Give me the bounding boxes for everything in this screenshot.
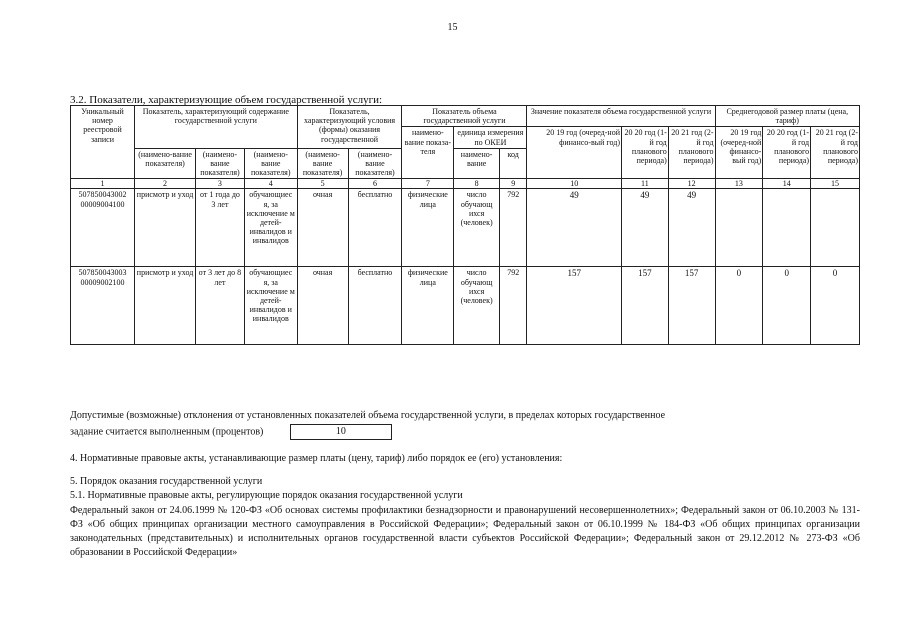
- column-number: 7: [402, 179, 454, 189]
- header-fee-year-2: 20 20 год (1-й год планового периода): [763, 127, 811, 179]
- value-year-3: 157: [668, 267, 715, 345]
- header-year-1: 20 19 год (очеред-ной финансо-вый год): [527, 127, 622, 179]
- header-conditions: Показатель, характеризующий условия (формы) оказания государственной: [297, 106, 402, 149]
- payment-terms: бесплатно: [348, 267, 402, 345]
- header-unit: единица измерения по ОКЕИ: [454, 127, 527, 148]
- age-group: от 1 года до 3 лет: [196, 189, 245, 267]
- header-sub-indicator: (наимено-вание показателя): [135, 148, 196, 179]
- unit-code: 792: [499, 267, 526, 345]
- header-sub-indicator: (наимено-вание показателя): [297, 148, 348, 179]
- table-row: [71, 267, 860, 345]
- section-5-1-heading: 5.1. Нормативные правовые акты, регулирующие порядок оказания государственной услуги: [70, 490, 463, 501]
- header-unit-code: код: [499, 148, 526, 179]
- header-unit-name: наимено-вание: [454, 148, 500, 179]
- header-year-2: 20 20 год (1-й год планового периода): [621, 127, 668, 179]
- section-4-heading: 4. Нормативные правовые акты, устанавливающие размер платы (цену, тариф) либо порядок ее (его) установления:: [70, 453, 563, 464]
- consumer-category: физические лица: [402, 189, 454, 267]
- column-number: 2: [135, 179, 196, 189]
- section-5-1-body: Федеральный закон от 24.06.1999 № 120-ФЗ «Об основах системы профилактики безнадзорности и правонарушений несовершеннолетних»; Федеральный закон от 06.10.2003 № 131-ФЗ «Об общих принципах организации местного самоуправления в Российской Федерации»; Федеральный закон от 06.10.1999 № 184-ФЗ «Об общих принципах организации законодательных (представительных) и исполнительных органов государственной власти субъектов Российской Федерации»; Федеральный закон от 29.12.2012 № 273-ФЗ «Об образовании в Российской Федерации»: [70, 505, 860, 558]
- deviation-value-box: 10: [290, 424, 392, 440]
- header-row-1: [71, 106, 860, 127]
- service-content: присмотр и уход: [135, 267, 196, 345]
- column-number: 4: [244, 179, 297, 189]
- unit-name: число обучающ ихся (человек): [454, 267, 500, 345]
- payment-terms: бесплатно: [348, 189, 402, 267]
- fee-year-2: [763, 189, 811, 267]
- deviation-line: [70, 424, 860, 440]
- header-fee-year-1: 20 19 год (очеред-ной финансо-вый год): [715, 127, 763, 179]
- column-number: 5: [297, 179, 348, 189]
- header-sub-indicator: (наимено-вание показателя): [244, 148, 297, 179]
- deviation-text: Допустимые (возможные) отклонения от установленных показателей объема государственной услуги, в пределах которых государственное: [70, 410, 666, 421]
- column-number: 15: [811, 179, 860, 189]
- registry-number: 507850043003 00009002100: [71, 267, 135, 345]
- column-number: 12: [668, 179, 715, 189]
- header-content: Показатель, характеризующий содержание государственной услуги: [135, 106, 298, 149]
- section-title: 3.2. Показатели, характеризующие объем государственной услуги:: [70, 94, 383, 106]
- service-content: присмотр и уход: [135, 189, 196, 267]
- value-year-2: 49: [621, 189, 668, 267]
- column-number: 3: [196, 179, 245, 189]
- fee-year-1: 0: [715, 267, 763, 345]
- page-number: 15: [447, 22, 458, 33]
- column-number: 14: [763, 179, 811, 189]
- unit-code: 792: [499, 189, 526, 267]
- header-registry: Уникальный номер реестровой записи: [71, 106, 135, 179]
- column-number-row: [71, 179, 860, 189]
- section-5-heading: 5. Порядок оказания государственной услуги: [70, 476, 263, 487]
- header-sub-indicator: (наимено-вание показателя): [196, 148, 245, 179]
- column-number: 13: [715, 179, 763, 189]
- registry-number: 507850043002 00009004100: [71, 189, 135, 267]
- header-volume: Показатель объема государственной услуги: [402, 106, 527, 127]
- value-year-1: 49: [527, 189, 622, 267]
- header-value: Значение показателя объема государственной услуги: [527, 106, 715, 127]
- consumer-category: физические лица: [402, 267, 454, 345]
- header-sub-indicator: (наимено-вание показателя): [348, 148, 402, 179]
- header-year-3: 20 21 год (2-й год планового периода): [668, 127, 715, 179]
- value-year-2: 157: [621, 267, 668, 345]
- fee-year-2: 0: [763, 267, 811, 345]
- fee-year-1: [715, 189, 763, 267]
- header-fee-year-3: 20 21 год (2-й год планового периода): [811, 127, 860, 179]
- column-number: 10: [527, 179, 622, 189]
- age-group: от 3 лет до 8 лет: [196, 267, 245, 345]
- deviation-label: задание считается выполненным (процентов): [70, 426, 264, 438]
- header-indicator-name: наимено-вание показа-теля: [402, 127, 454, 179]
- column-number: 11: [621, 179, 668, 189]
- value-year-1: 157: [527, 267, 622, 345]
- column-number: 6: [348, 179, 402, 189]
- recipient-category: обучающиес я, за исключение м детей-инвалидов и инвалидов: [244, 189, 297, 267]
- unit-name: число обучающ ихся (человек): [454, 189, 500, 267]
- fee-year-3: 0: [811, 267, 860, 345]
- service-form: очная: [297, 267, 348, 345]
- column-number: 9: [499, 179, 526, 189]
- volume-indicators-table: [70, 105, 860, 345]
- service-form: очная: [297, 189, 348, 267]
- value-year-3: 49: [668, 189, 715, 267]
- column-number: 1: [71, 179, 135, 189]
- recipient-category: обучающиес я, за исключение м детей-инвалидов и инвалидов: [244, 267, 297, 345]
- fee-year-3: [811, 189, 860, 267]
- header-fee: Среднегодовой размер платы (цена, тариф): [715, 106, 859, 127]
- column-number: 8: [454, 179, 500, 189]
- table-row: [71, 189, 860, 267]
